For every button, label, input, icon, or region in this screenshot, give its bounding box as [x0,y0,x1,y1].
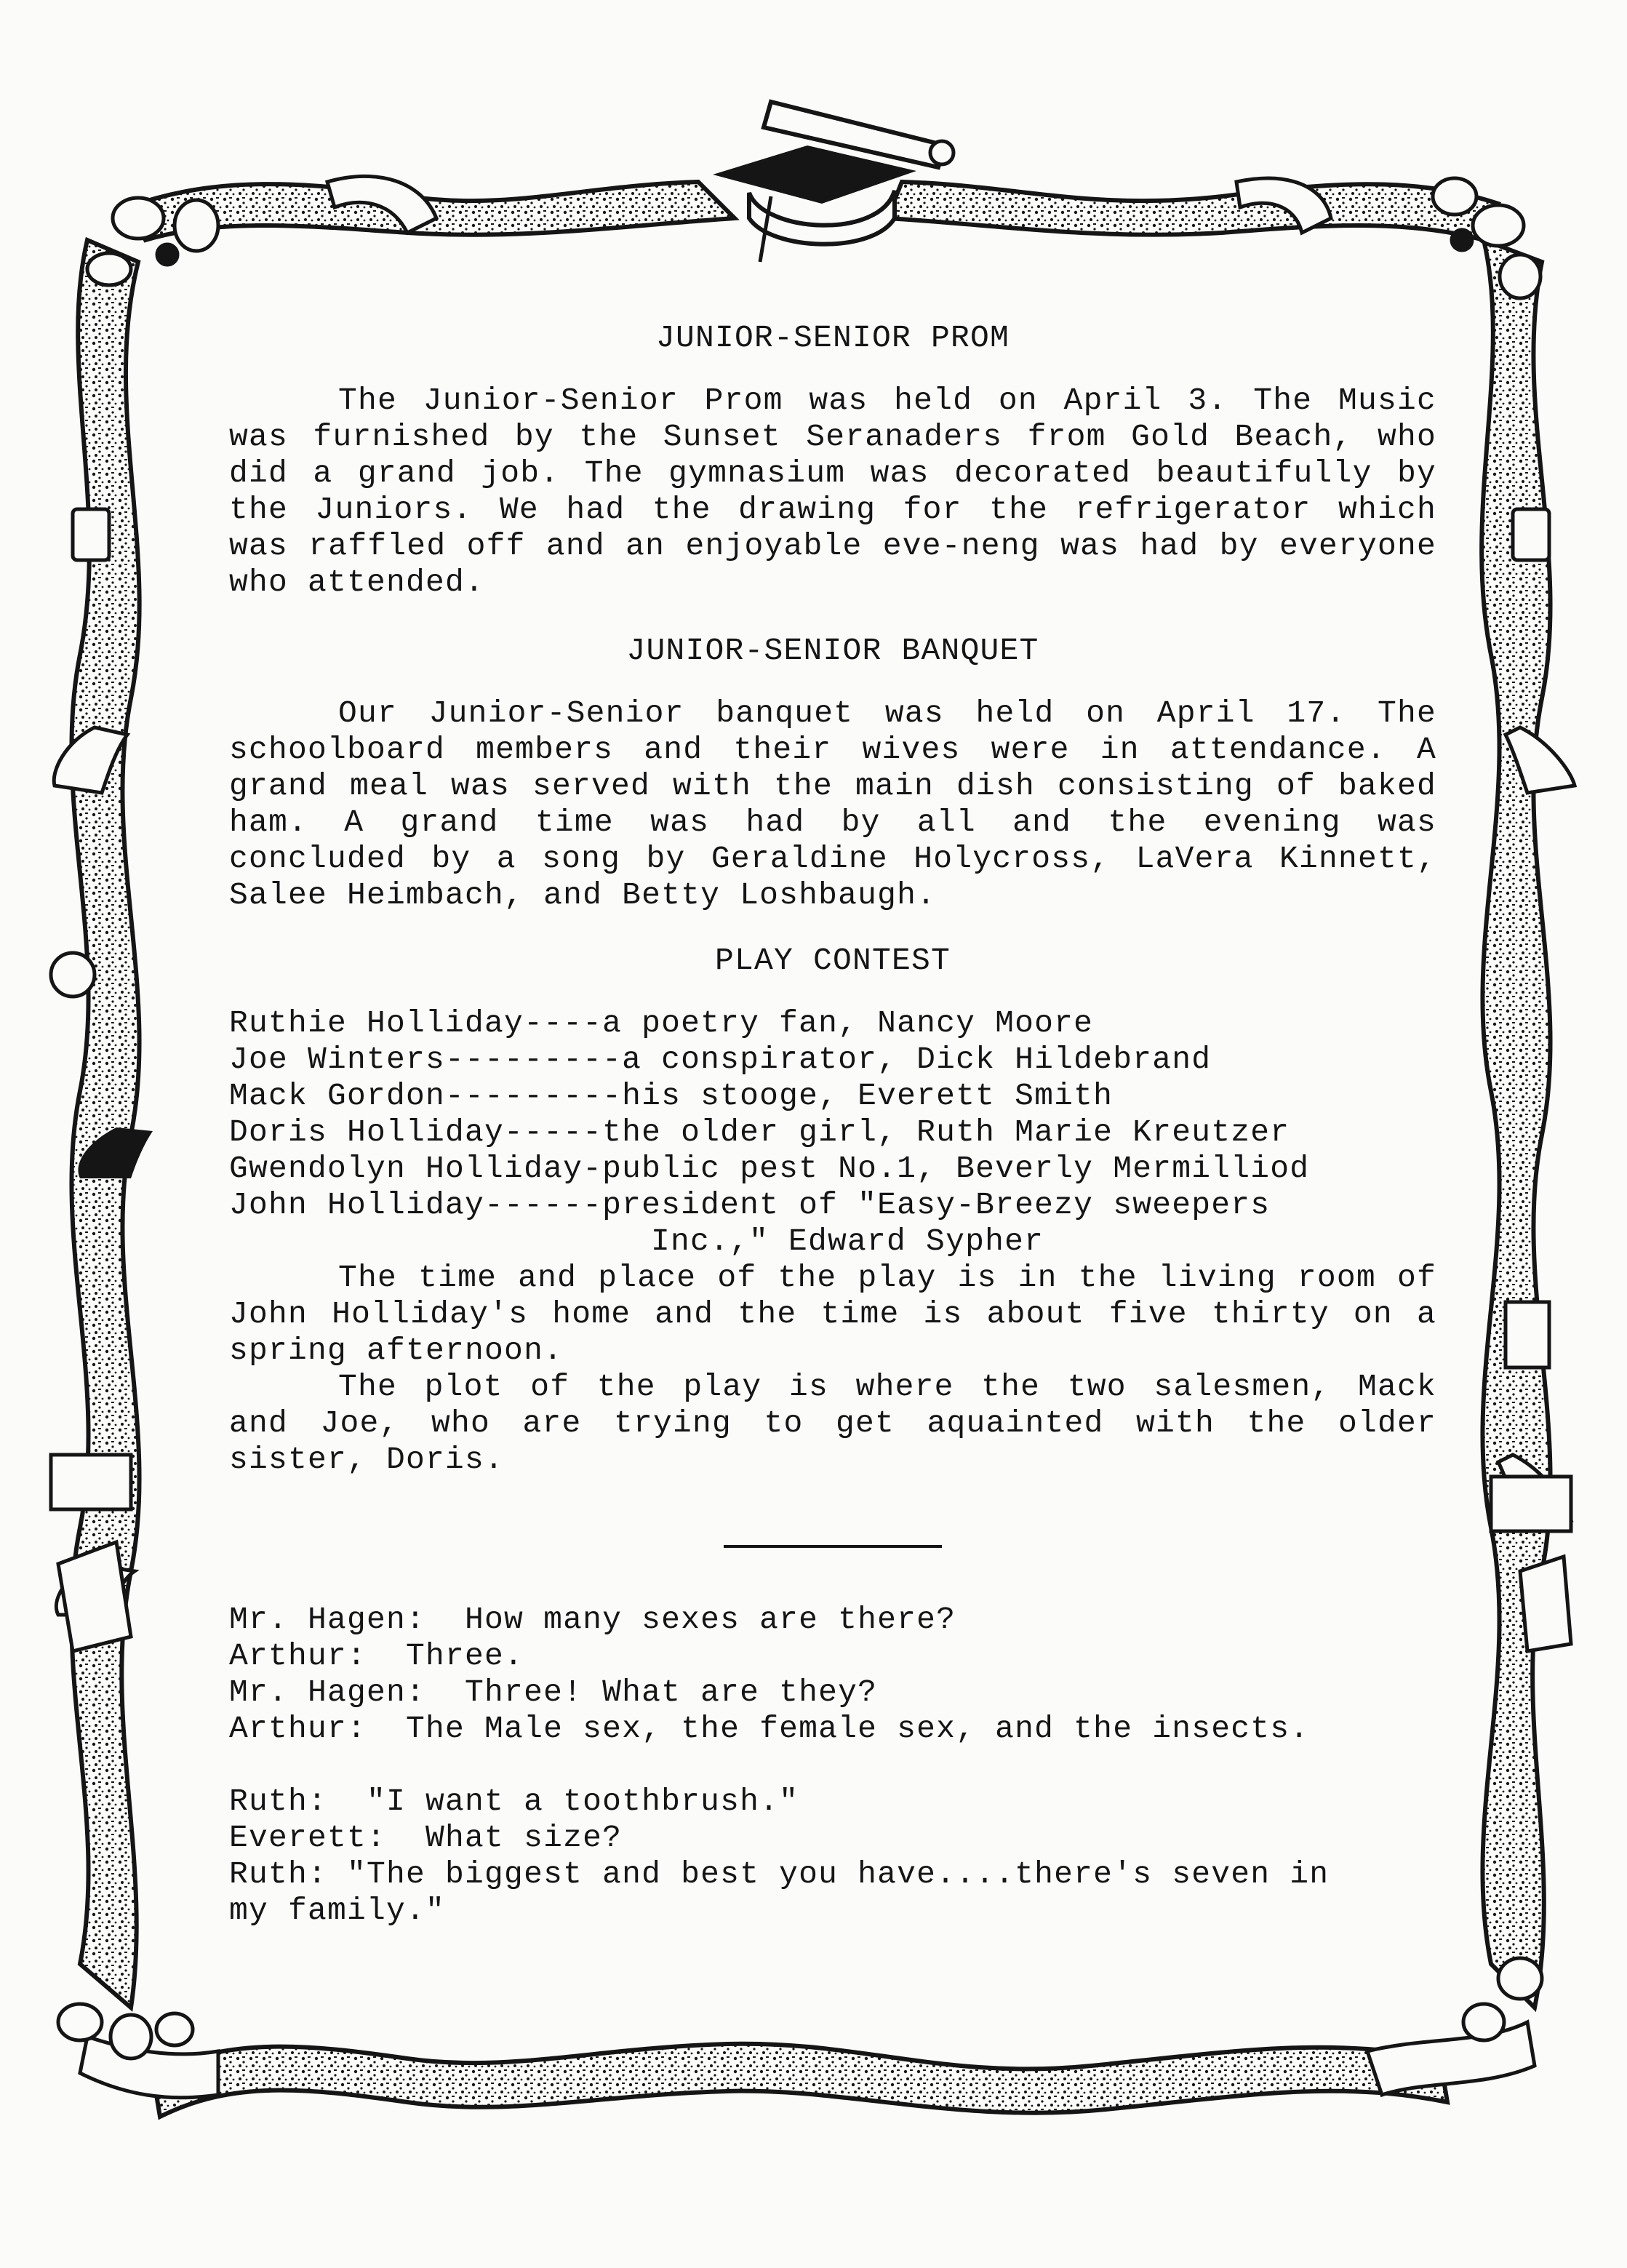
joke-line: Mr. Hagen: Three! What are they? [229,1674,878,1710]
cast-line: Joe Winters---------a conspirator, Dick Hildebrand [229,1042,1212,1077]
play-paragraph-time: The time and place of the play is in the living room of John Holliday's home and the time is about five thirty on a spring afternoon. [229,1260,1436,1368]
joke-hagen [229,1602,1436,1747]
play-paragraph-plot: The plot of the play is where the two salesmen, Mack and Joe, who are trying to get aquainted with the older sister, Doris. [229,1369,1436,1477]
joke-line: Everett: What size? [229,1820,623,1856]
bottom-ribbon [80,2022,1535,2117]
cast-line: John Holliday------president of "Easy-Breezy sweepers [229,1187,1271,1223]
joke-line: Mr. Hagen: How many sexes are there? [229,1602,956,1637]
banquet-paragraph: Our Junior-Senior banquet was held on April 17. The schoolboard members and their wives were in attendance. A grand meal was served with the main dish consisting of baked ham. A grand time was had by all and the evening was concluded by a song by Geraldine Holycross, LaVera Kinnett, Salee Heimbach, and Betty Loshbaugh. [229,695,1436,913]
joke-line: Ruth: "The biggest and best you have....there's seven in [229,1856,1330,1892]
cast-line-continuation: Inc.," Edward Sypher [651,1223,1044,1259]
left-ribbon [54,240,153,2008]
cast-list [229,1005,1436,1260]
right-ribbon [1482,240,1575,2008]
prom-heading: JUNIOR-SENIOR PROM [655,320,1010,356]
prom-paragraph: The Junior-Senior Prom was held on April 3. The Music was furnished by the Sunset Seranaders from Gold Beach, who did a grand job. The gymnasium was decorated beautifully by the Juniors. We had the drawing for the refrigerator which was raffled off and an enjoyable eve-neng was had by everyone who attended. [229,383,1436,600]
cast-line: Doris Holliday-----the older girl, Ruth Marie Kreutzer [229,1114,1290,1150]
banquet-heading: JUNIOR-SENIOR BANQUET [626,633,1039,668]
joke-line: my family." [229,1893,446,1928]
page-content [229,320,1436,1929]
cast-line: Ruthie Holliday----a poetry fan, Nancy Moore [229,1005,1094,1041]
cast-line: Mack Gordon---------his stooge, Everett Smith [229,1078,1114,1114]
cast-line: Gwendolyn Holliday-public pest No.1, Beverly Mermilliod [229,1151,1310,1186]
divider-rule [724,1545,942,1548]
joke-line: Arthur: Three. [229,1638,524,1674]
joke-line: Arthur: The Male sex, the female sex, and the insects. [229,1711,1310,1746]
joke-toothbrush [229,1784,1436,1929]
joke-line: Ruth: "I want a toothbrush." [229,1784,799,1819]
play-heading: PLAY CONTEST [714,943,951,978]
